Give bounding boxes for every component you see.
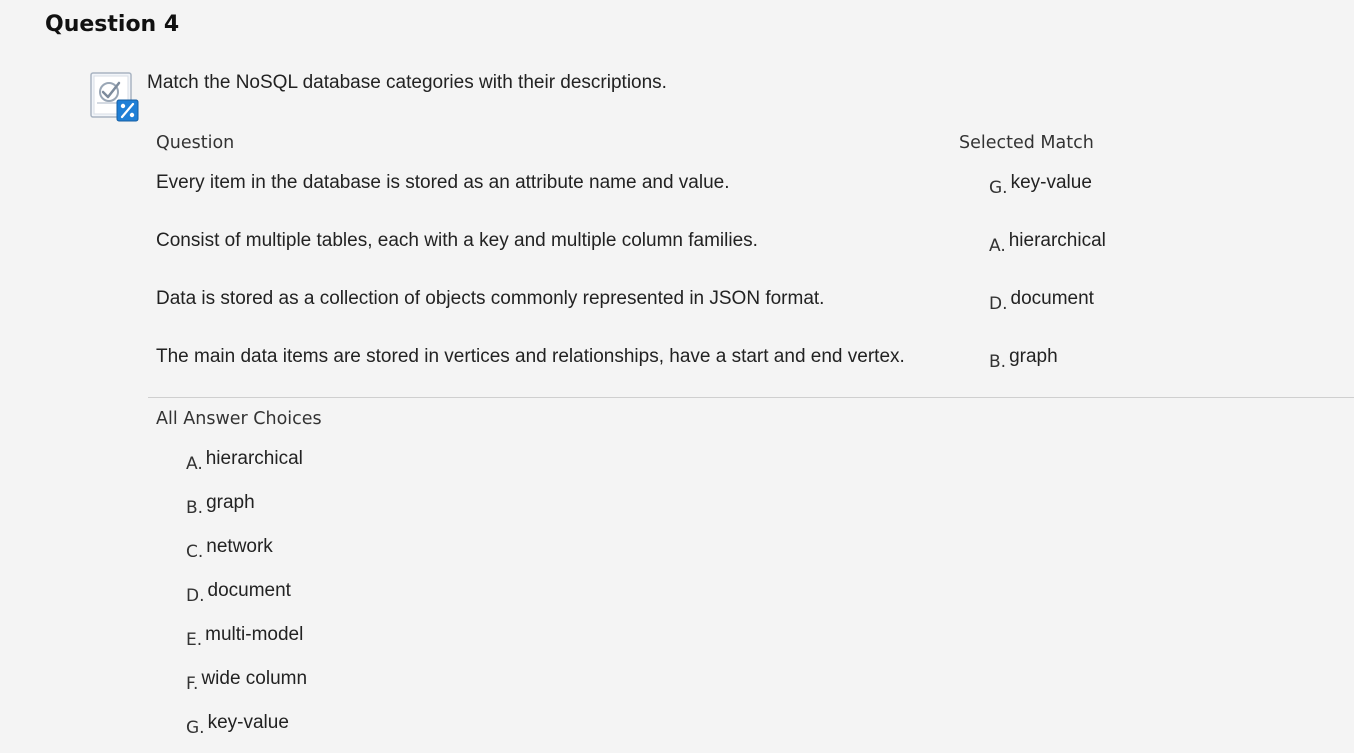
selected-match-letter: B. xyxy=(989,352,1007,372)
answer-choice xyxy=(186,624,304,650)
answer-choice-text: hierarchical xyxy=(205,448,303,469)
answer-choice-letter: C. xyxy=(186,542,204,562)
answer-choice-text: network xyxy=(206,536,273,557)
question-prompt: Match the NoSQL database categories with their descriptions. xyxy=(147,72,667,93)
answer-choice-letter: D. xyxy=(186,586,205,606)
matching-question-icon xyxy=(89,70,139,122)
answer-choice xyxy=(186,668,308,694)
answer-choice-text: document xyxy=(207,580,291,601)
answer-choice xyxy=(186,712,289,738)
section-divider xyxy=(148,397,1354,398)
selected-match xyxy=(989,230,1106,256)
answer-choice-text: multi-model xyxy=(205,624,304,645)
question-column-header: Question xyxy=(156,133,235,153)
answer-choice xyxy=(186,492,255,518)
match-description: Consist of multiple tables, each with a key and multiple column families. xyxy=(156,230,758,251)
selected-match-text: key-value xyxy=(1010,172,1092,193)
selected-match-column-header: Selected Match xyxy=(959,133,1094,153)
selected-match-letter: A. xyxy=(989,236,1006,256)
selected-match-letter: G. xyxy=(989,178,1008,198)
answer-choice-letter: F. xyxy=(186,674,199,694)
match-row xyxy=(156,346,1306,376)
answer-choice-text: graph xyxy=(206,492,255,513)
selected-match-text: document xyxy=(1010,288,1094,309)
selected-match xyxy=(989,288,1094,314)
selected-match xyxy=(989,172,1092,198)
question-title: Question 4 xyxy=(45,12,180,37)
selected-match xyxy=(989,346,1058,372)
all-answer-choices-header: All Answer Choices xyxy=(156,409,322,429)
answer-choice-letter: E. xyxy=(186,630,203,650)
answer-choice-text: wide column xyxy=(201,668,308,689)
match-description: Data is stored as a collection of objects commonly represented in JSON format. xyxy=(156,288,825,309)
match-description: The main data items are stored in vertices and relationships, have a start and end vertex. xyxy=(156,346,905,367)
match-description: Every item in the database is stored as an attribute name and value. xyxy=(156,172,730,193)
answer-choice-letter: A. xyxy=(186,454,203,474)
match-row xyxy=(156,288,1306,318)
selected-match-letter: D. xyxy=(989,294,1008,314)
match-row xyxy=(156,172,1306,202)
match-row xyxy=(156,230,1306,260)
answer-choice xyxy=(186,580,291,606)
answer-choice-letter: G. xyxy=(186,718,205,738)
answer-choice-letter: B. xyxy=(186,498,204,518)
answer-choice-text: key-value xyxy=(207,712,289,733)
answer-choice xyxy=(186,448,303,474)
selected-match-text: hierarchical xyxy=(1008,230,1106,251)
selected-match-text: graph xyxy=(1009,346,1058,367)
answer-choice xyxy=(186,536,273,562)
